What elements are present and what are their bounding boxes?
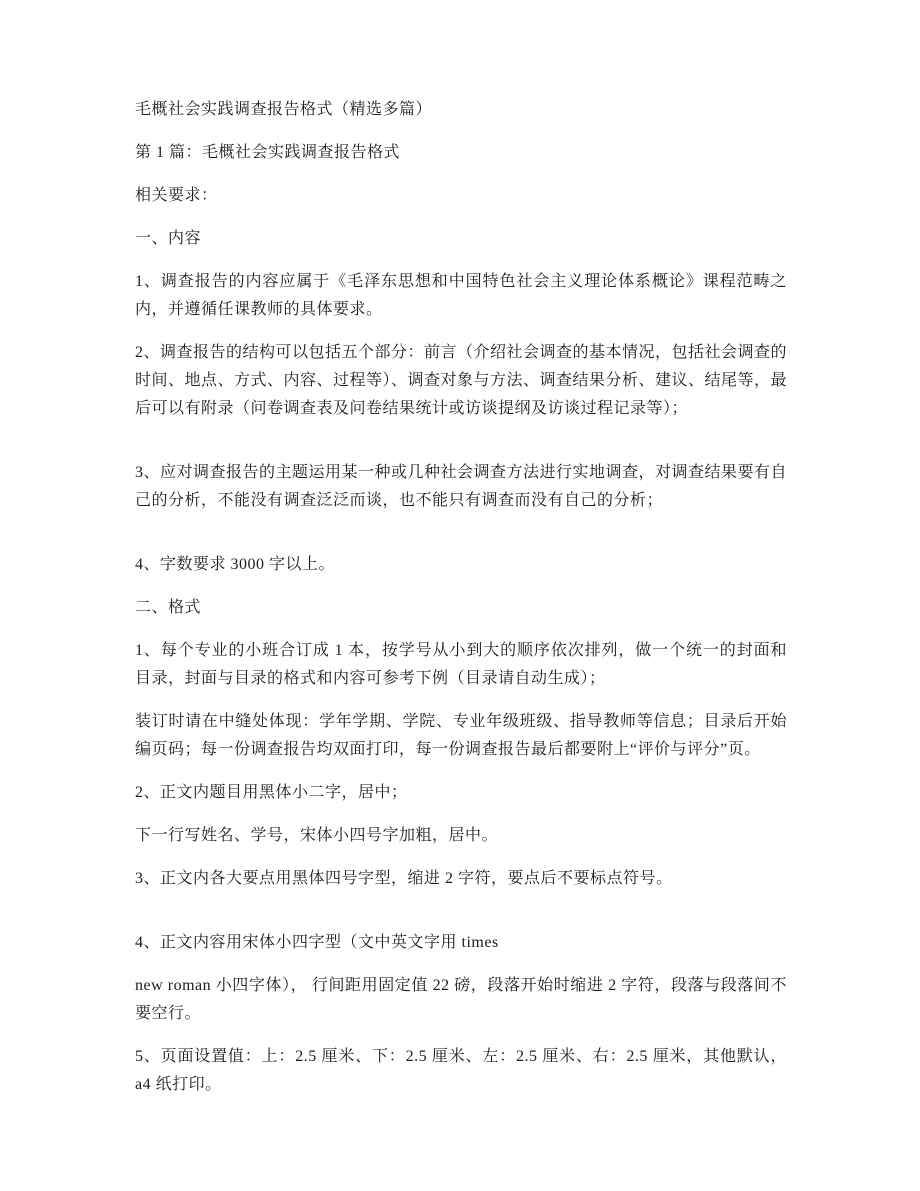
paragraph: 3、正文内各大要点用黑体四号字型，缩进 2 字符，要点后不要标点符号。	[135, 870, 673, 887]
paragraph: 1、调查报告的内容应属于《毛泽东思想和中国特色社会主义理论体系概论》课程范畴之内，并遵循任课教师的具体要求。	[135, 273, 787, 318]
paragraph: 装订时请在中缝处体现：学年学期、学院、专业年级班级、指导教师等信息；目录后开始编页码；每一份调查报告均双面打印，每一份调查报告最后都要附上“评价与评分”页。	[135, 713, 787, 758]
document-title: 毛概社会实践调查报告格式（精选多篇）	[135, 101, 433, 118]
paragraph: 2、调查报告的结构可以包括五个部分：前言（介绍社会调查的基本情况，包括社会调查的时间、地点、方式、内容、过程等）、调查对象与方法、调查结果分析、建议、结尾等，最后可以有附录（问卷调查表及问卷结果统计或访谈提纲及访谈过程记录等）；	[135, 344, 788, 417]
heading-format: 二、格式	[135, 599, 202, 616]
document-body	[135, 96, 787, 1114]
paragraph: 2、正文内题目用黑体小二字，居中；	[135, 784, 408, 801]
paragraph: 相关要求：	[135, 187, 218, 204]
section-title: 第 1 篇：毛概社会实践调查报告格式	[135, 144, 401, 161]
paragraph: 1、每个专业的小班合订成 1 本，按学号从小到大的顺序依次排列，做一个统一的封面和目录，封面与目录的格式和内容可参考下例（目录请自动生成）；	[135, 642, 787, 687]
paragraph: new roman 小四字体）， 行间距用固定值 22 磅，段落开始时缩进 2 字符，段落与段落间不要空行。	[135, 977, 787, 1022]
paragraph: 3、应对调查报告的主题运用某一种或几种社会调查方法进行实地调查，对调查结果要有自己的分析，不能没有调查泛泛而谈，也不能只有调查而没有自己的分析；	[135, 464, 788, 509]
heading-content: 一、内容	[135, 230, 202, 247]
paragraph: 下一行写姓名、学号，宋体小四号字加粗，居中。	[135, 827, 499, 844]
paragraph: 5、页面设置值：上：2.5 厘米、下：2.5 厘米、左：2.5 厘米、右：2.5 厘米，其他默认，a4 纸打印。	[135, 1048, 787, 1093]
paragraph: 4、正文内容用宋体小四字型（文中英文字用 times	[135, 934, 499, 951]
paragraph: 4、字数要求 3000 字以上。	[135, 556, 336, 573]
